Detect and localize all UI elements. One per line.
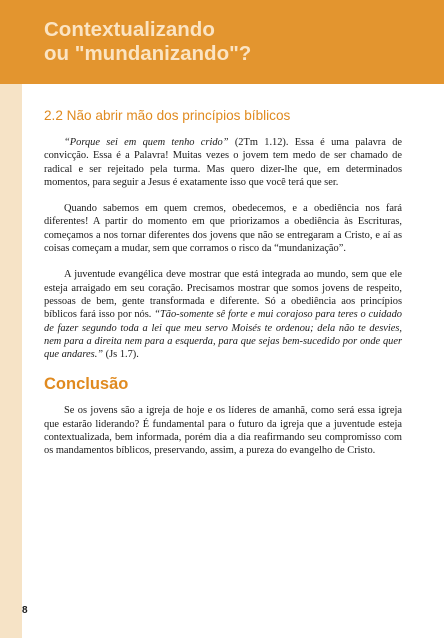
- chapter-title-line-2: ou "mundanizando"?: [44, 42, 252, 65]
- paragraph-1: [44, 136, 402, 189]
- chapter-title: [44, 18, 251, 66]
- section-heading: 2.2 Não abrir mão dos princípios bíblicos: [44, 108, 291, 123]
- paragraph-3-reference: (Js 1.7).: [103, 349, 139, 361]
- conclusion-paragraph: Se os jovens são a igreja de hoje e os líderes de amanhã, como será essa igreja que estarão liderando? É fundamental para o futuro da igreja que a juventude esteja contextualizada, bem informada, porém dia a dia reafirmando seu compromisso com os mandamentos bíblicos, preservando, assim, a pureza do evangelho de Cristo.: [44, 405, 402, 457]
- page-number: 8: [22, 605, 28, 616]
- paragraph-2: Quando sabemos em quem cremos, obedecemos, e a obediência nos fará diferentes! A partir do momento em que priorizamos a obediência às Escrituras, começamos a nos tornar diferentes dos jovens que não se entregaram a Cristo, e aí as coisas começam a mudar, sem que corramos o risco da “mundanização”.: [44, 203, 402, 255]
- page-content: [44, 108, 402, 471]
- chapter-header: [0, 0, 444, 84]
- paragraph-3: [44, 268, 402, 361]
- paragraph-1-quote: “Porque sei em quem tenho crido”: [64, 137, 229, 148]
- conclusion-heading: Conclusão: [44, 375, 129, 394]
- paragraph-1-text: (2Tm 1.12). Essa é uma palavra de convicção. Essa é a Palavra! Muitas vezes o jovem tem medo de ser chamado de radical e ser rejeitado pela turma. Mas quero dizer-lhe que, em determinados momentos, para seguir a Jesus é exatamente isso que você terá que ser.: [44, 137, 402, 188]
- chapter-title-line-1: Contextualizando: [44, 18, 215, 41]
- paragraph-3-text: A juventude evangélica deve mostrar que está integrada ao mundo, sem que ele esteja arraigado em seu coração. Precisamos mostrar que somos jovens de respeito, pessoas de bem, gente transformada e diferente. Só a obediência aos princípios bíblicos fará isso por nós.: [44, 269, 402, 321]
- paragraph-3-quote: “Tão-somente sê forte e mui corajoso para teres o cuidado de fazer segundo toda a lei que meu servo Moisés te ordenou; dela não te desvies, nem para a direita nem para a esquerda, para que sejas bem-sucedido por onde quer que andares.”: [44, 309, 402, 361]
